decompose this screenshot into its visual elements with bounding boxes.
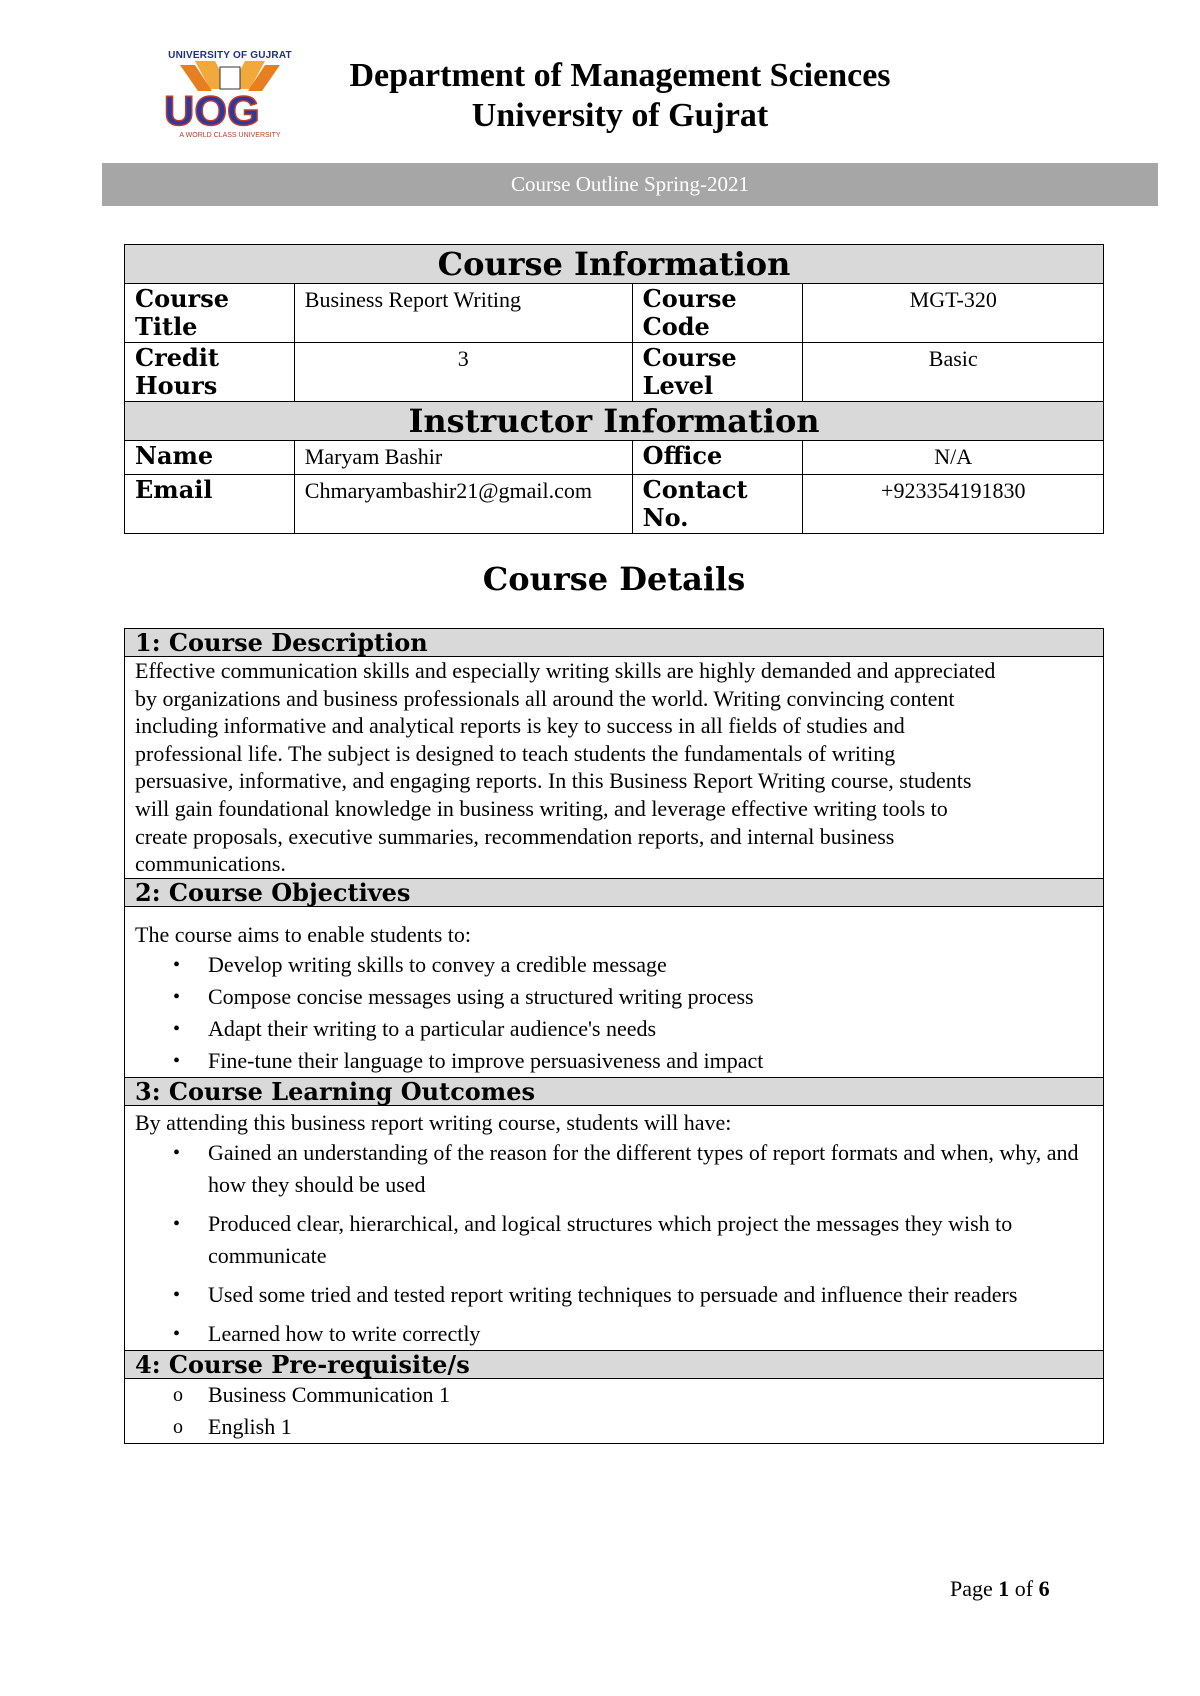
list-item: • Adapt their writing to a particular audience's needs [135,1013,1093,1045]
circle-bullet-icon: o [173,1383,183,1406]
prereq-body [125,1378,1104,1443]
objectives-body [125,906,1104,1077]
prereq-heading: 4: Course Pre-requisite/s [125,1350,1104,1378]
outcomes-heading: 3: Course Learning Outcomes [125,1077,1104,1105]
description-heading: 1: Course Description [125,629,1104,657]
email-label: Email [125,475,295,534]
instructor-name-label: Name [125,441,295,475]
list-item: • Develop writing skills to convey a credible message [135,949,1093,981]
contact-value: +923354191830 [803,475,1104,534]
email-value: Chmaryambashir21@gmail.com [294,475,632,534]
course-details-table [124,628,1104,1444]
description-line: create proposals, executive summaries, recommendation reports, and internal business [135,823,895,849]
bullet-icon: • [173,1141,181,1164]
description-line: Effective communication skills and especially writing skills are highly demanded and appreciated [135,658,996,683]
university-title: University of Gujrat [471,97,769,134]
outcomes-intro: By attending this business report writing course, students will have: [135,1109,732,1135]
course-code-value: MGT-320 [803,284,1104,343]
description-line: professional life. The subject is designed to teach students the fundamentals of writing [135,740,896,766]
prereq-list [135,1379,1093,1443]
university-logo [160,50,305,145]
list-item: • Used some tried and tested report writing techniques to persuade and influence their readers [135,1279,1093,1311]
course-info-table [124,244,1104,534]
logo-emblem-icon [160,61,300,131]
logo-tagline: A WORLD CLASS UNIVERSITY [179,132,281,139]
list-item: • Gained an understanding of the reason for the different types of report formats and when, why, and how they should be used [135,1137,1093,1201]
course-code-label: Course Code [632,284,803,343]
objectives-intro: The course aims to enable students to: [135,921,472,947]
credit-hours-value: 3 [294,343,632,402]
course-level-value: Basic [803,343,1104,402]
bullet-icon: • [173,1283,181,1306]
credit-hours-label: Credit Hours [125,343,295,402]
bullet-icon: • [173,953,181,976]
outcomes-body [125,1105,1104,1350]
outcomes-list [135,1137,1093,1350]
instructor-information-heading: Instructor Information [125,402,1104,441]
instructor-name-value: Maryam Bashir [294,441,632,475]
bullet-icon: • [173,985,181,1008]
description-line: communications. [135,851,286,877]
course-outline-bar: Course Outline Spring-2021 [102,163,1158,206]
office-label: Office [632,441,803,475]
bullet-icon: • [173,1212,181,1235]
logo-top-text: UNIVERSITY OF GUJRAT [168,50,292,61]
course-level-label: Course Level [632,343,803,402]
page-number: Page 1 of 6 [950,1576,1050,1601]
department-title: Department of Management Sciences [349,57,891,94]
bullet-icon: • [173,1017,181,1040]
course-title-label: Course Title [125,284,295,343]
svg-text:UOG: UOG [164,87,260,131]
course-title-value: Business Report Writing [294,284,632,343]
description-line: persuasive, informative, and engaging reports. In this Business Report Writing course, students [135,768,972,794]
list-item: • Fine-tune their language to improve persuasiveness and impact [135,1045,1093,1077]
list-item: • Learned how to write correctly [135,1318,1093,1350]
course-information-heading: Course Information [125,245,1104,284]
bullet-icon: • [173,1049,181,1072]
description-line: including informative and analytical reports is key to success in all fields of studies and [135,713,905,739]
list-item: o Business Communication 1 [135,1379,1093,1411]
list-item: • Compose concise messages using a structured writing process [135,981,1093,1013]
description-line: will gain foundational knowledge in business writing, and leverage effective writing tools to [135,795,948,821]
description-line: by organizations and business professionals all around the world. Writing convincing content [135,685,955,711]
office-value: N/A [803,441,1104,475]
bullet-icon: • [173,1322,181,1345]
list-item: • Produced clear, hierarchical, and logical structures which project the messages they wish to communicate [135,1208,1093,1272]
contact-label: Contact No. [632,475,803,534]
objectives-heading: 2: Course Objectives [125,878,1104,906]
description-body [125,657,1104,879]
list-item: o English 1 [135,1411,1093,1443]
course-details-title: Course Details [482,560,746,598]
circle-bullet-icon: o [173,1415,183,1438]
objectives-list [135,949,1093,1077]
